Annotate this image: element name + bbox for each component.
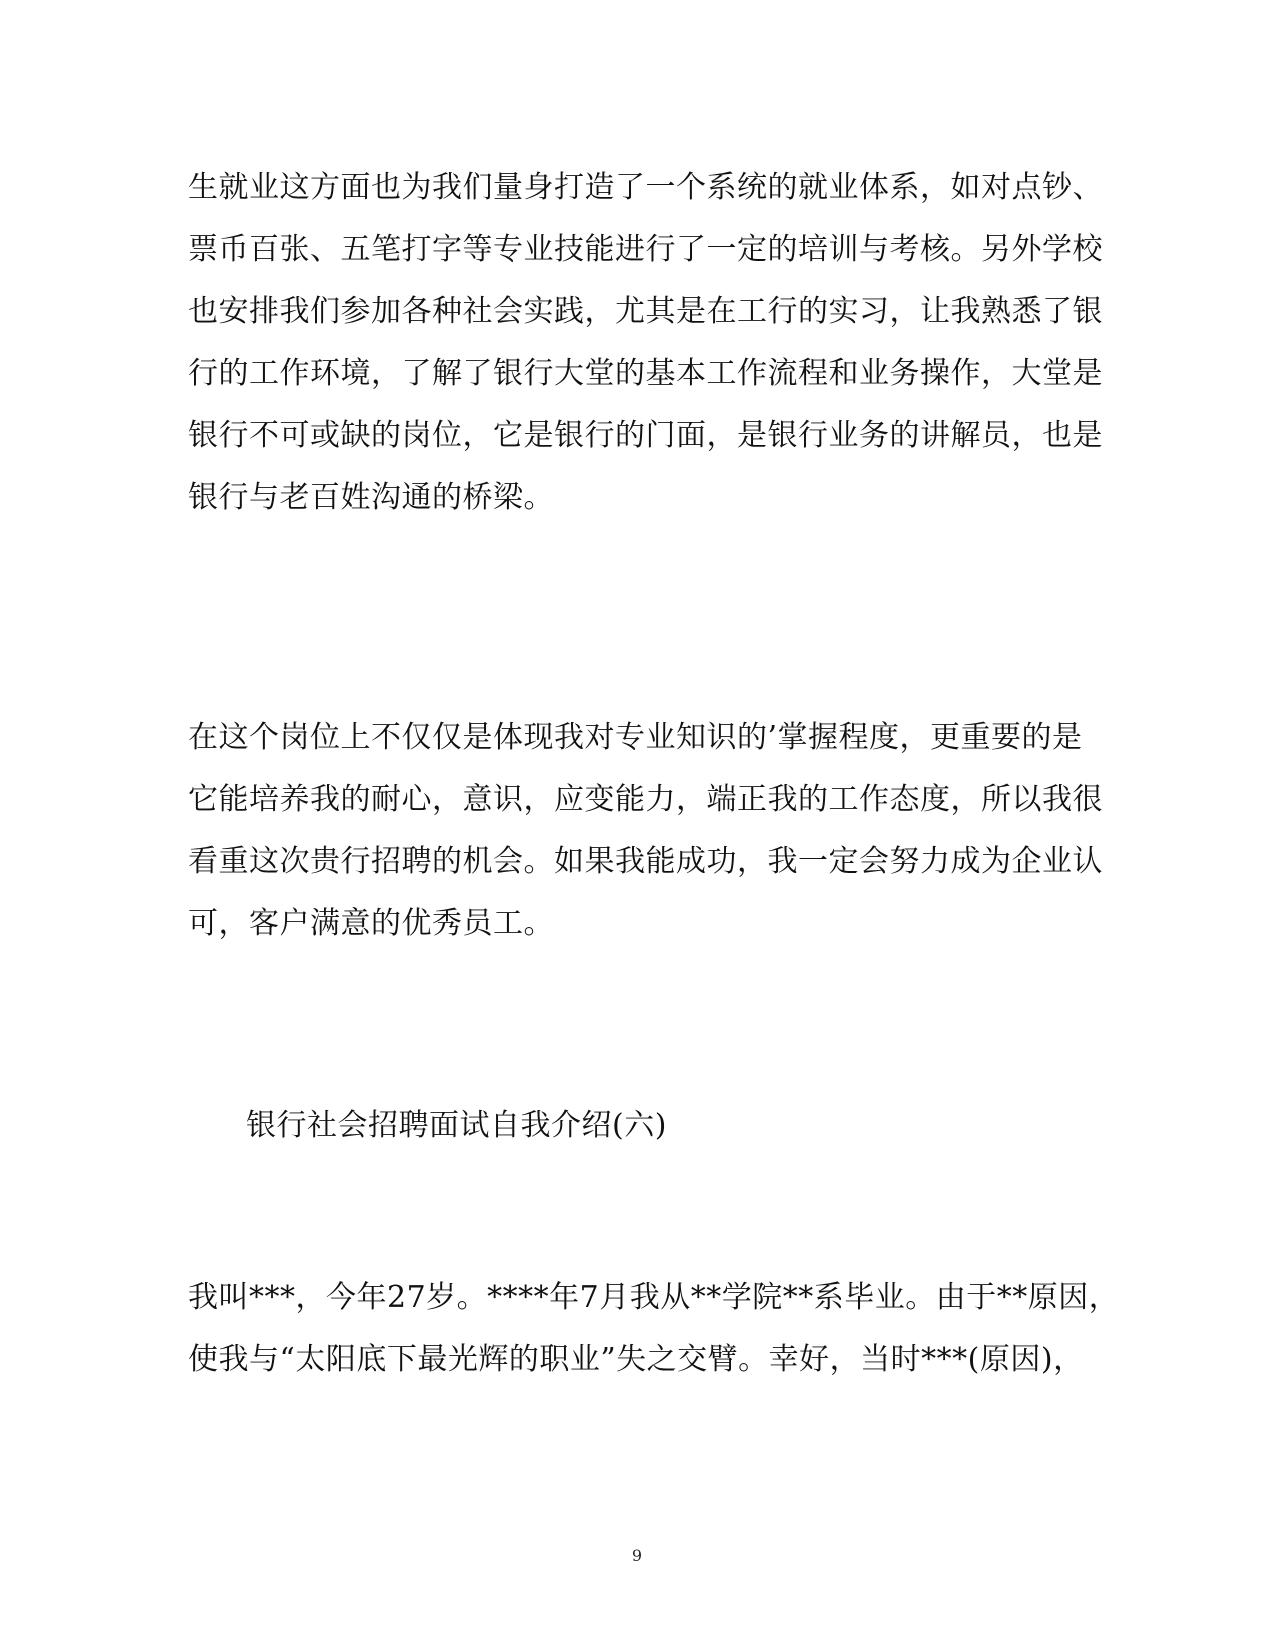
paragraph-1-line-6: 银行与老百姓沟通的桥梁。 bbox=[188, 480, 554, 515]
paragraph-1-line-2: 票币百张、五笔打字等专业技能进行了一定的培训与考核。另外学校 bbox=[188, 232, 1103, 267]
paragraph-2-line-3: 看重这次贵行招聘的机会。如果我能成功，我一定会努力成为企业认 bbox=[188, 844, 1103, 879]
paragraph-3-line-1: 我叫***，今年27岁。****年7月我从**学院**系毕业。由于**原因， bbox=[188, 1280, 1120, 1315]
paragraph-1-line-4: 行的工作环境，了解了银行大堂的基本工作流程和业务操作，大堂是 bbox=[188, 356, 1103, 391]
paragraph-1-line-5: 银行不可或缺的岗位，它是银行的门面，是银行业务的讲解员，也是 bbox=[188, 418, 1103, 453]
paragraph-2-line-4: 可，客户满意的优秀员工。 bbox=[188, 906, 554, 941]
page-number: 9 bbox=[631, 1546, 643, 1565]
paragraph-2-line-1: 在这个岗位上不仅仅是体现我对专业知识的’掌握程度，更重要的是 bbox=[188, 720, 1083, 755]
paragraph-3-line-2: 使我与“太阳底下最光辉的职业”失之交臂。幸好，当时***(原因)， bbox=[188, 1342, 1084, 1377]
paragraph-1-line-1: 生就业这方面也为我们量身打造了一个系统的就业体系，如对点钞、 bbox=[188, 170, 1103, 205]
paragraph-1-line-3: 也安排我们参加各种社会实践，尤其是在工行的实习，让我熟悉了银 bbox=[188, 294, 1103, 329]
section-heading: 银行社会招聘面试自我介绍(六) bbox=[246, 1108, 667, 1143]
paragraph-2-line-2: 它能培养我的耐心，意识，应变能力，端正我的工作态度，所以我很 bbox=[188, 782, 1103, 817]
